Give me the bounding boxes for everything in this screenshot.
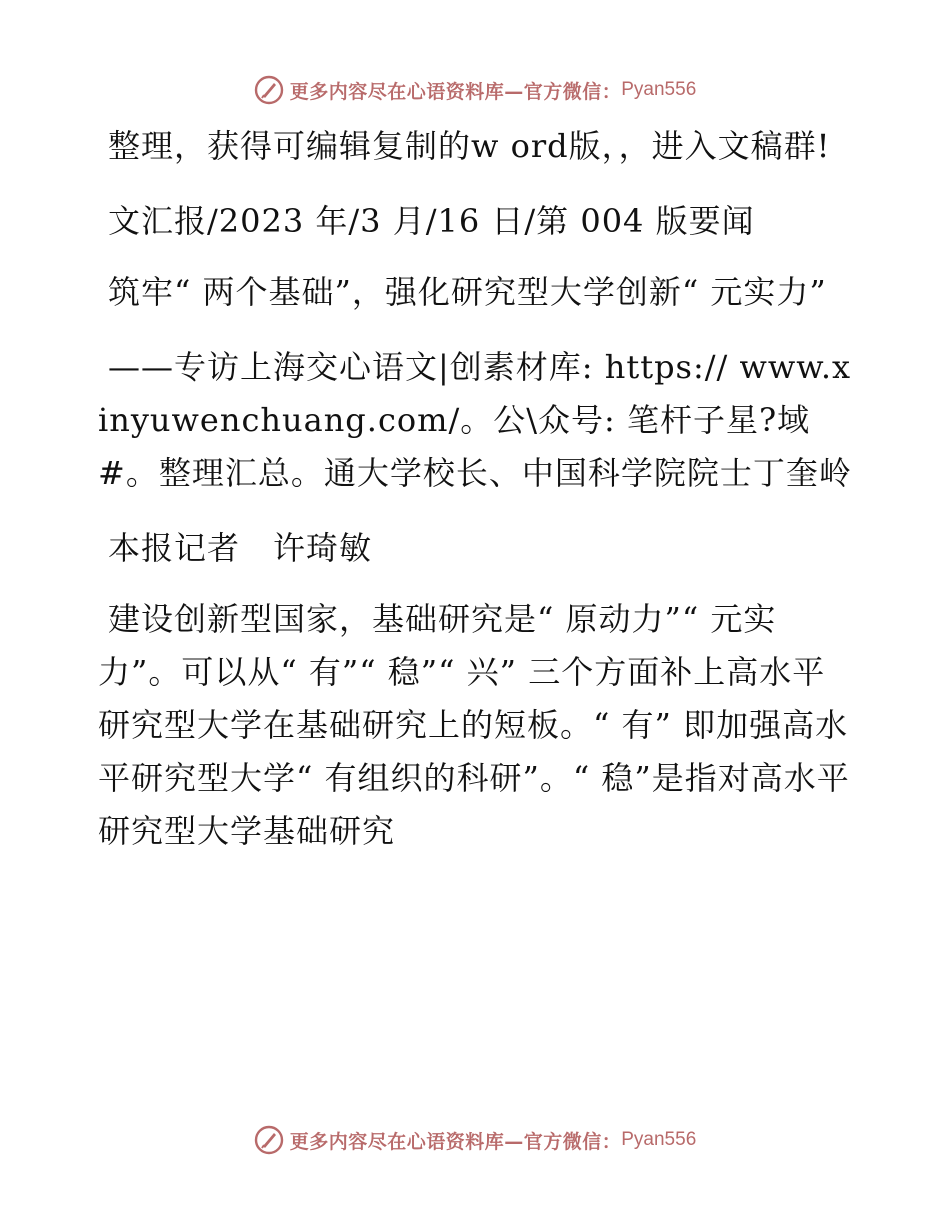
quill-emblem-icon	[254, 1125, 284, 1155]
watermark-text: 更多内容尽在心语资料库—官方微信：	[289, 80, 622, 103]
paragraph-intro: 整理，获得可编辑复制的w ord版，，进入文稿群!	[108, 127, 831, 165]
paragraph-body: 建设创新型国家，基础研究是“ 原动力”“ 元实力”。可以从“ 有”“ 稳”“ 兴” 三个方面补上高水平研究型大学在基础研究上的短板。“ 有” 即加强高水平研究型大学“ 有组织的科研”。“ 稳”是指对高水平研究型大学基础研究	[98, 600, 850, 850]
watermark-contact: Pyan556	[621, 79, 697, 100]
watermark-text: 更多内容尽在心语资料库—官方微信：	[289, 1130, 622, 1153]
footer-watermark	[0, 1120, 950, 1160]
byline: 本报记者 许琦敏	[108, 529, 373, 567]
watermark-contact: Pyan556	[621, 1129, 697, 1150]
document-body	[98, 120, 858, 880]
quill-emblem-icon	[254, 75, 284, 105]
paragraph-source: 文汇报/2023 年/3 月/16 日/第 004 版要闻	[108, 202, 755, 240]
article-subtitle: ——专访上海交心语文|创素材库: https:// www.xinyuwenchuang.com/。公\众号: 笔杆子星?域#。整理汇总。通大学校长、中国科学院院士丁奎岭	[98, 348, 852, 492]
header-watermark	[0, 70, 950, 110]
article-title: 筑牢“ 两个基础”，强化研究型大学创新“ 元实力”	[108, 273, 827, 311]
